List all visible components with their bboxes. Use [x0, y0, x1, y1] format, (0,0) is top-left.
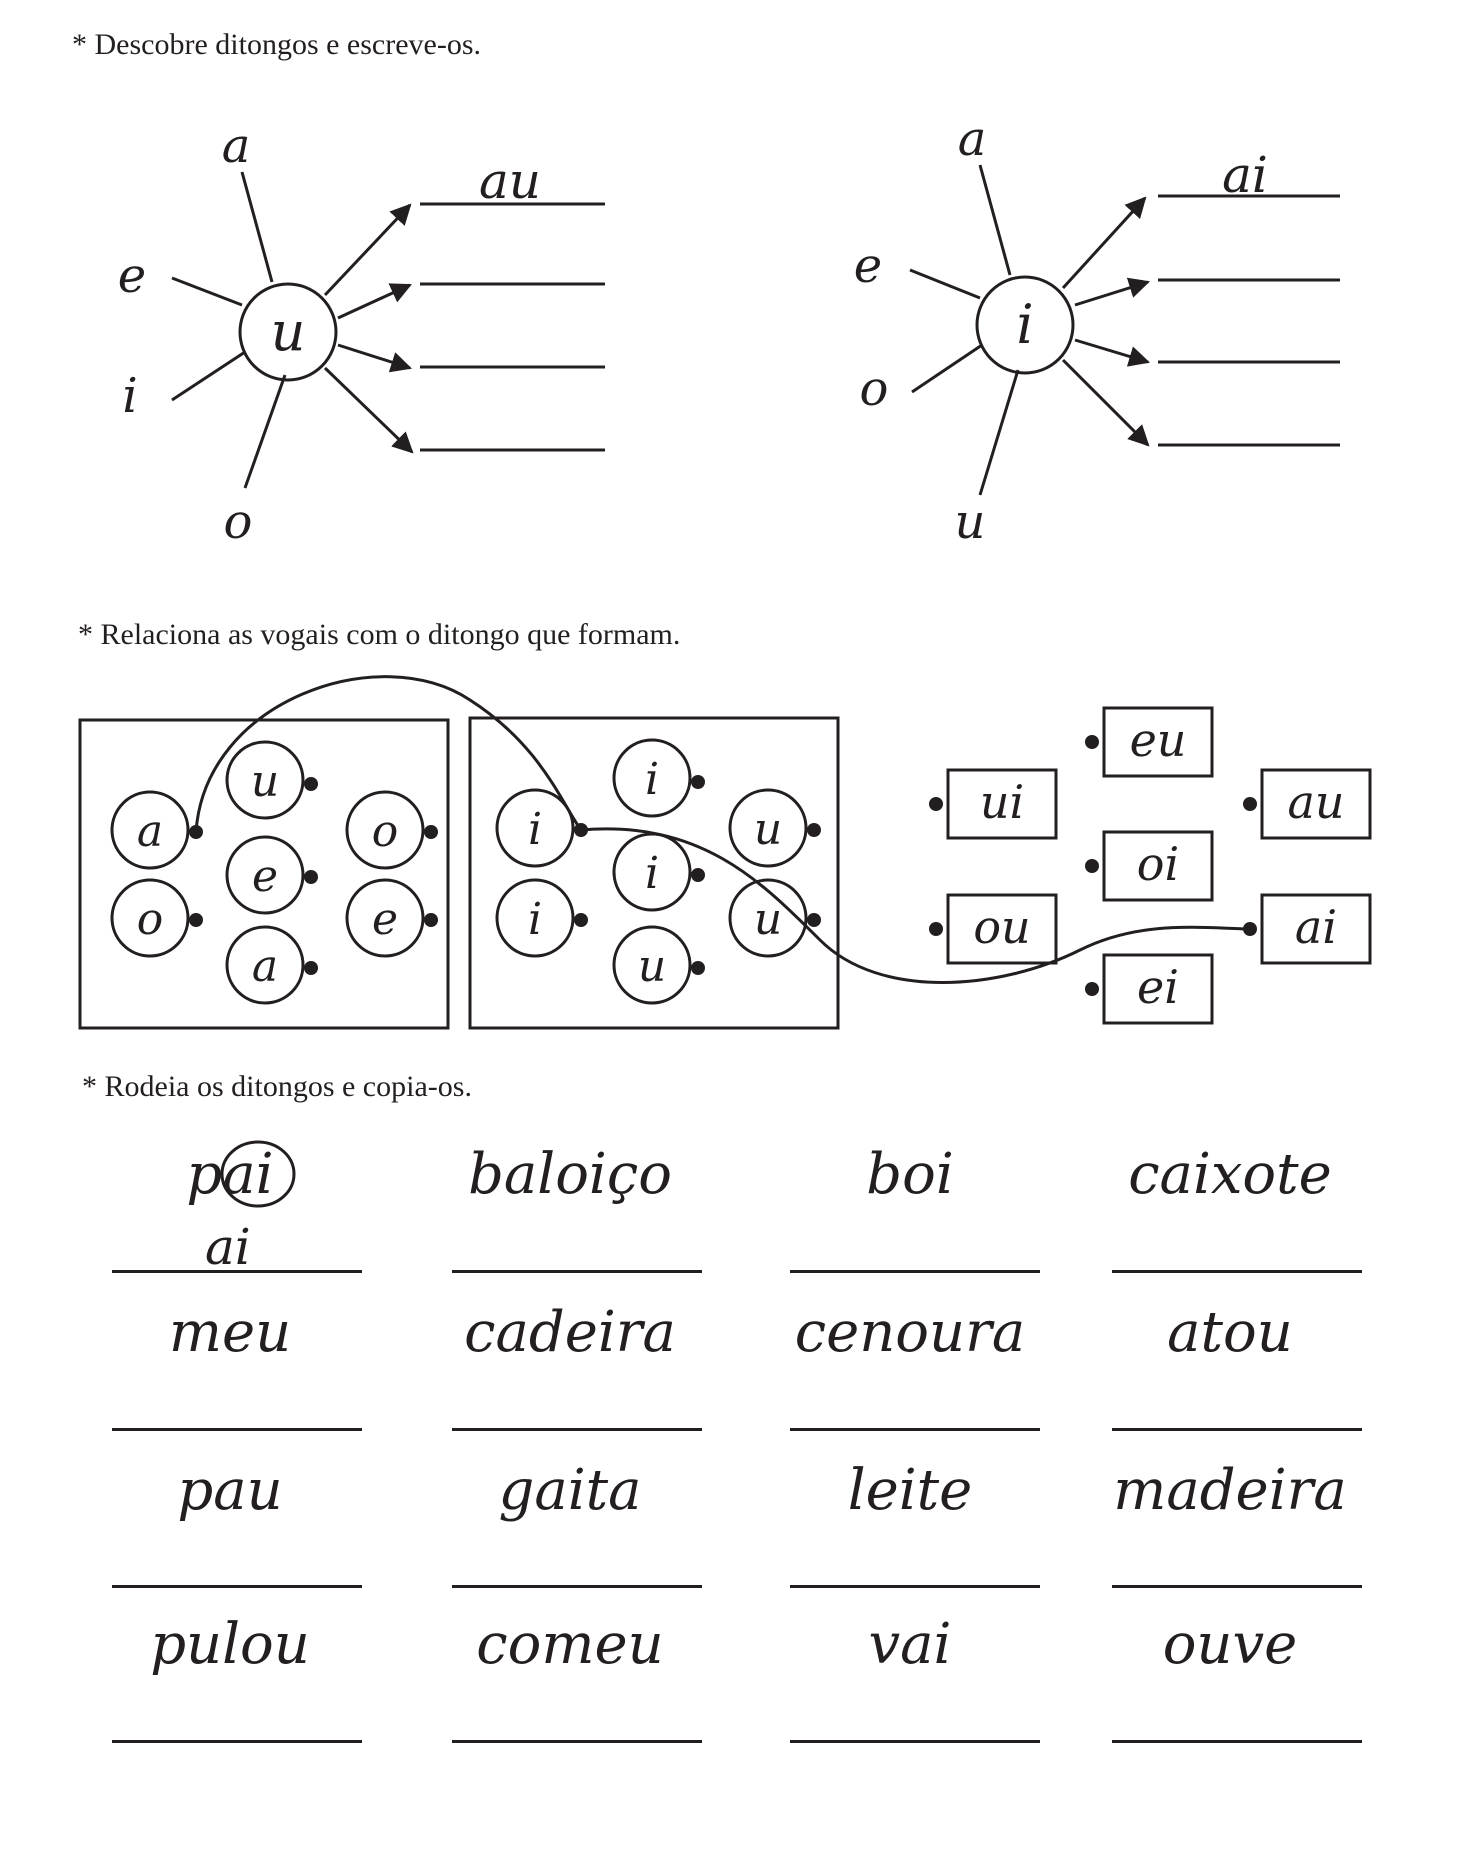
diphthong-box	[1243, 895, 1370, 963]
vowel-circle	[227, 837, 318, 913]
word-text: cenoura	[794, 1300, 1026, 1365]
word-text: pulou	[150, 1612, 310, 1677]
vowel-circle	[614, 927, 705, 1003]
spoke-line	[910, 270, 980, 298]
vowel-circle	[730, 880, 821, 956]
answer-line	[1112, 1428, 1362, 1431]
answer-line	[1112, 1585, 1362, 1588]
svg-text:ou: ou	[973, 900, 1031, 954]
vowel-label: e	[853, 238, 883, 294]
svg-text:e: e	[251, 851, 279, 902]
diphthong-box	[1085, 708, 1212, 776]
svg-text:ei: ei	[1137, 960, 1179, 1014]
word-item	[780, 1612, 1040, 1677]
svg-text:a: a	[136, 806, 164, 857]
answer-line	[790, 1740, 1040, 1743]
word-item	[100, 1142, 360, 1207]
svg-text:u: u	[637, 941, 667, 992]
svg-text:u: u	[753, 894, 783, 945]
word-item	[440, 1612, 700, 1677]
svg-text:oi: oi	[1136, 837, 1180, 891]
word-item	[780, 1458, 1040, 1523]
vowel-circle	[112, 880, 203, 956]
word-text: vai	[868, 1612, 952, 1677]
diphthong-box	[1085, 955, 1212, 1023]
word-text: madeira	[1113, 1458, 1347, 1523]
word-item	[100, 1612, 360, 1677]
svg-text:eu: eu	[1129, 713, 1187, 767]
vowel-circle	[347, 880, 438, 956]
vowel-label: a	[221, 118, 251, 174]
arrow-line	[1063, 198, 1145, 288]
star-diagram-u	[118, 118, 605, 550]
vowel-circle	[730, 790, 821, 866]
svg-text:o: o	[136, 894, 164, 945]
answer-line	[452, 1740, 702, 1743]
svg-text:i: i	[644, 754, 660, 805]
answer-line	[112, 1585, 362, 1588]
word-item	[780, 1300, 1040, 1365]
word-item	[1100, 1612, 1360, 1677]
svg-text:ui: ui	[979, 775, 1025, 829]
word-item	[440, 1300, 700, 1365]
star-diagram-i	[854, 111, 1340, 550]
word-item	[100, 1458, 360, 1523]
spoke-line	[172, 278, 242, 305]
answer-line	[1112, 1740, 1362, 1743]
answer-line	[1112, 1270, 1362, 1273]
spoke-line	[242, 172, 272, 282]
svg-text:au: au	[1287, 775, 1345, 829]
instruction-relate: * Relaciona as vogais com o ditongo que formam.	[78, 618, 681, 651]
answer-line	[790, 1585, 1040, 1588]
center-letter: i	[1016, 293, 1034, 356]
spoke-line	[245, 375, 285, 488]
word-text: baloiço	[468, 1142, 672, 1207]
svg-text:a: a	[251, 941, 279, 992]
word-item	[1100, 1300, 1360, 1365]
vowel-label: i	[122, 368, 138, 424]
diphthong-box	[1243, 770, 1370, 838]
answer-line	[790, 1428, 1040, 1431]
arrow-line	[325, 205, 410, 295]
word-text: meu	[168, 1300, 292, 1365]
answer-line	[112, 1428, 362, 1431]
vowel-label: o	[223, 494, 253, 550]
instruction-circle: * Rodeia os ditongos e copia-os.	[82, 1070, 472, 1103]
diphthong-box	[1085, 832, 1212, 900]
answer-text: au	[478, 152, 542, 210]
arrow-line	[325, 368, 412, 452]
word-text: boi	[866, 1142, 954, 1207]
vowel-label: u	[954, 494, 986, 550]
svg-text:e: e	[371, 894, 399, 945]
svg-text:u: u	[753, 804, 783, 855]
svg-text:i: i	[527, 894, 543, 945]
example-answer: ai	[205, 1218, 251, 1276]
svg-text:i: i	[644, 848, 660, 899]
word-item	[440, 1142, 700, 1207]
arrow-line	[338, 285, 410, 318]
word-text: caixote	[1128, 1142, 1332, 1207]
svg-text:ai: ai	[1294, 900, 1338, 954]
vowel-circle	[347, 792, 438, 868]
vowel-circle	[227, 927, 318, 1003]
spoke-line	[172, 352, 245, 400]
word-item	[1100, 1142, 1360, 1207]
arrow-line	[1063, 360, 1148, 445]
word-text: atou	[1167, 1300, 1293, 1365]
word-text: comeu	[476, 1612, 664, 1677]
answer-line	[452, 1585, 702, 1588]
arrow-line	[338, 345, 410, 368]
word-text: leite	[847, 1458, 973, 1523]
word-item	[100, 1300, 360, 1365]
svg-text:i: i	[527, 804, 543, 855]
instruction-discover: * Descobre ditongos e escreve-os.	[72, 28, 482, 61]
word-text: gaita	[498, 1458, 642, 1523]
answer-line	[112, 1740, 362, 1743]
answer-line	[790, 1270, 1040, 1273]
vowel-circle	[497, 880, 588, 956]
answer-text: ai	[1222, 146, 1268, 204]
word-text: pai	[186, 1142, 274, 1207]
arrow-line	[1075, 282, 1148, 305]
diphthong-box	[929, 895, 1056, 963]
center-letter: u	[270, 300, 306, 363]
answer-line	[452, 1428, 702, 1431]
word-item	[1100, 1458, 1360, 1523]
word-item	[780, 1142, 1040, 1207]
vowel-label: e	[117, 248, 147, 304]
vowel-circle	[112, 792, 203, 868]
answer-line	[452, 1270, 702, 1273]
word-text: ouve	[1162, 1612, 1298, 1677]
vowel-circle	[227, 742, 318, 818]
spoke-line	[980, 370, 1018, 495]
spoke-line	[912, 345, 982, 392]
arrow-line	[1075, 340, 1148, 362]
spoke-line	[980, 165, 1010, 275]
vowel-circle	[497, 790, 588, 866]
diphthong-box	[929, 770, 1056, 838]
vowel-label: o	[859, 361, 889, 417]
word-item	[440, 1458, 700, 1523]
word-text: pau	[177, 1458, 283, 1523]
svg-text:u: u	[250, 756, 280, 807]
matching-section	[80, 677, 1370, 1028]
answer-line	[112, 1270, 362, 1273]
vowel-label: a	[957, 111, 987, 167]
svg-text:o: o	[371, 806, 399, 857]
vowel-circle	[614, 740, 705, 816]
word-text: cadeira	[464, 1300, 676, 1365]
